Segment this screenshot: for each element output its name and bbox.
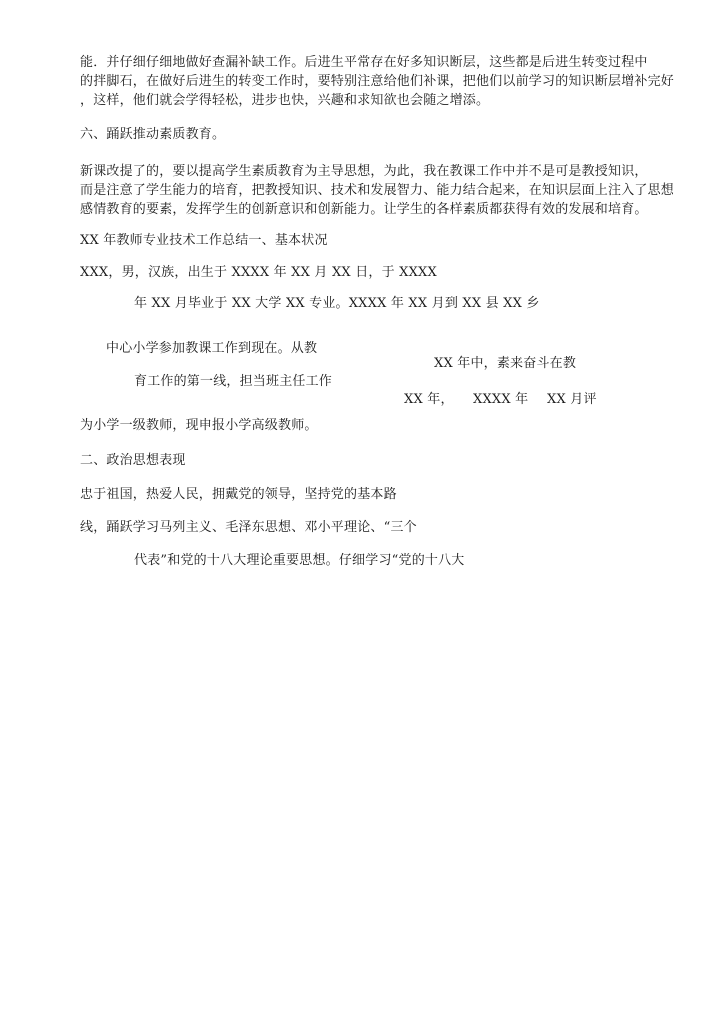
section-heading: 二、政治思想表现 [80,453,186,468]
paragraph-line: 的拌脚石，在做好后进生的转变工作时，要特别注意给他们补课，把他们以前学习的知识断层增补完好 [80,74,675,89]
paragraph-line: 新课改提了的，要以提高学生素质教育为主导思想，为此，我在教课工作中并不是可是教授知识， [80,164,648,179]
basic-info-line: XXX，男，汉族，出生于 XXXX 年 XX 月 XX 日，于 XXXX [80,265,437,280]
paragraph-line: ，这样，他们就会学得轻松，进步也快，兴趣和求知欲也会随之增添。 [80,93,490,108]
politics-line: 忠于祖国，热爱人民，拥戴党的领导，坚持党的基本路 [80,487,397,502]
basic-info-fragment: XXXX 年 [473,392,529,407]
section-heading: 六、踊跃推动素质教育。 [80,127,226,142]
summary-title: XX 年教师专业技术工作总结一、基本状况 [80,233,328,248]
paragraph-line: 而是注意了学生能力的培育，把教授知识、技术和发展智力、能力结合起来，在知识层面上注入了思想 [80,183,675,198]
paragraph-line: 感情教育的要素，发挥学生的创新意识和创新能力。让学生的各样素质都获得有效的发展和培育。 [80,202,648,217]
basic-info-line: 年 XX 月毕业于 XX 大学 XX 专业。XXXX 年 XX 月到 XX 县 XX 乡 [134,296,540,311]
basic-info-line: 育工作的第一线，担当班主任工作 [134,374,333,389]
basic-info-line: XX 年中，素来奋斗在教 [434,356,577,371]
politics-line: 代表”和党的十八大理论重要思想。仔细学习“党的十八大 [134,553,465,568]
basic-info-line: 中心小学参加教课工作到现在。从教 [106,341,318,356]
basic-info-line: 为小学一级教师，现申报小学高级教师。 [80,418,318,433]
basic-info-fragment: XX 月评 [547,392,597,407]
paragraph-line: 能．并仔细仔细地做好查漏补缺工作。后进生平常存在好多知识断层，这些都是后进生转变过程中 [80,55,648,70]
basic-info-fragment: XX 年， [404,392,454,407]
politics-line: 线，踊跃学习马列主义、毛泽东思想、邓小平理论、“三个 [80,520,417,535]
